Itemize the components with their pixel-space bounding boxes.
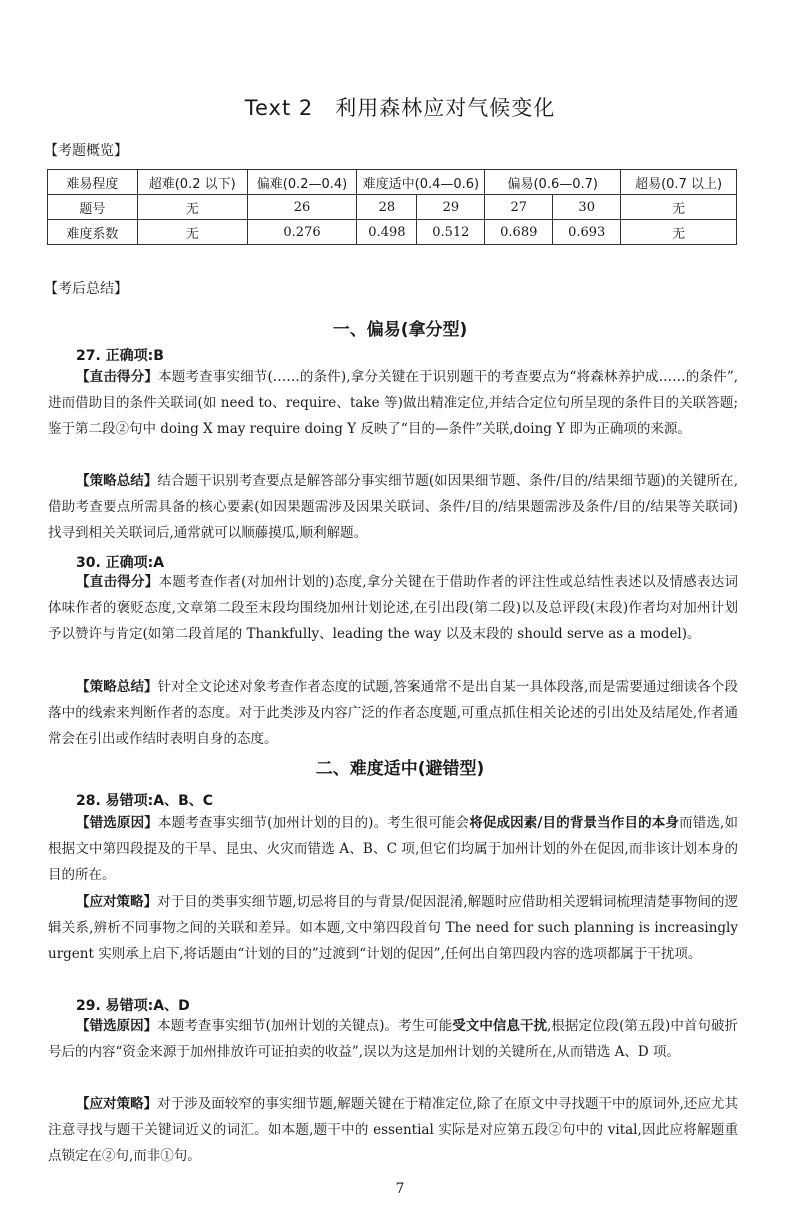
question-cell: 28 bbox=[357, 195, 417, 220]
analysis-paragraph bbox=[48, 569, 738, 647]
question-header: 30. 正确项:A bbox=[76, 555, 165, 571]
coefficient-cell: 0.693 bbox=[553, 220, 621, 245]
page-title: Text 2 利用森林应对气候变化 bbox=[244, 96, 556, 120]
level-cell: 偏难(0.2—0.4) bbox=[247, 170, 357, 195]
page-number: 7 bbox=[395, 1181, 405, 1197]
difficulty-table bbox=[47, 169, 737, 245]
paragraph-label: 【错选原因】 bbox=[76, 815, 158, 831]
emphasis-text: 受文中信息干扰 bbox=[452, 1018, 548, 1034]
analysis-paragraph bbox=[48, 674, 738, 752]
table-row bbox=[48, 220, 737, 245]
paragraph-text: 本题考查作者(对加州计划的)态度,拿分关键在于借助作者的评注性或总结性表述以及情感表达词体味作者的褒贬态度,文章第二段至末段均围绕加州计划论述,在引出段(第二段)以及总评段(末段)作者均对加州计划予以赞许与肯定(如第二段首尾的 Thankfully、leading the way 以及末段的 should serve as a model)。 bbox=[48, 574, 739, 642]
level-cell: 偏易(0.6—0.7) bbox=[485, 170, 621, 195]
coefficient-cell: 0.512 bbox=[417, 220, 485, 245]
question-header: 28. 易错项:A、B、C bbox=[76, 793, 214, 809]
overview-tag: 【考题概览】 bbox=[44, 143, 128, 159]
paragraph-label: 【策略总结】 bbox=[76, 473, 158, 489]
question-cell: 无 bbox=[621, 195, 737, 220]
paragraph-text: 本题考查事实细节(……的条件),拿分关键在于识别题干的考查要点为“将森林养护成……的条件”,进而借助目的条件关联词(如 need to、require、take 等)做出精准定位,并结合定位句所呈现的条件目的关联答题;鉴于第二段②句中 doing X may require doing Y 反映了“目的—条件”关联,doing Y 即为正确项的来源。 bbox=[48, 369, 739, 437]
paragraph-text: 本题考查事实细节(加州计划的关键点)。考生可能 bbox=[157, 1018, 453, 1034]
question-header: 29. 易错项:A、D bbox=[76, 998, 190, 1014]
analysis-paragraph bbox=[48, 1091, 738, 1169]
question-cell: 29 bbox=[417, 195, 485, 220]
paragraph-text: 结合题干识别考查要点是解答部分事实细节题(如因果细节题、条件/目的/结果细节题)的关键所在,借助考查要点所需具备的核心要素(如因果题需涉及因果关联词、条件/目的/结果题需涉及条件/目的/结果等关联词)找寻到相关关联词后,通常就可以顺藤摸瓜,顺利解题。 bbox=[48, 473, 738, 541]
analysis-paragraph bbox=[48, 810, 738, 888]
paragraph-label: 【错选原因】 bbox=[76, 1018, 158, 1034]
paragraph-text: 而错选,如根据文中第四段提及的干旱、昆虫、火灾而错选 A、B、C 项,但它们均属于加州计划的外在促因,而非该计划本身的目的所在。 bbox=[48, 815, 739, 883]
paragraph-label: 【直击得分】 bbox=[76, 574, 159, 590]
table-row-label: 题号 bbox=[48, 195, 138, 220]
paragraph-text: 本题考查事实细节(加州计划的目的)。考生很可能会 bbox=[157, 815, 470, 831]
question-cell: 26 bbox=[247, 195, 357, 220]
paragraph-text: 针对全文论述对象考查作者态度的试题,答案通常不是出自某一具体段落,而是需要通过细读各个段落中的线索来判断作者的态度。对于此类涉及内容广泛的作者态度题,可重点抓住相关论述的引出处及结尾处,作者通常会在引出或作结时表明自身的态度。 bbox=[48, 679, 738, 747]
emphasis-text: 将促成因素/目的背景当作目的本身 bbox=[469, 815, 680, 831]
paragraph-label: 【应对策略】 bbox=[76, 894, 158, 910]
level-cell: 难度适中(0.4—0.6) bbox=[357, 170, 485, 195]
summary-tag: 【考后总结】 bbox=[44, 281, 128, 297]
question-header: 27. 正确项:B bbox=[76, 348, 164, 364]
coefficient-cell: 无 bbox=[137, 220, 247, 245]
coefficient-cell: 0.689 bbox=[485, 220, 553, 245]
table-row-label: 难易程度 bbox=[48, 170, 138, 195]
coefficient-cell: 无 bbox=[621, 220, 737, 245]
section-heading: 一、偏易(拿分型) bbox=[332, 320, 468, 340]
analysis-paragraph bbox=[48, 1013, 738, 1065]
paragraph-label: 【直击得分】 bbox=[76, 369, 159, 385]
analysis-paragraph bbox=[48, 889, 738, 967]
paragraph-label: 【策略总结】 bbox=[76, 679, 158, 695]
paragraph-text: 对于涉及面较窄的事实细节题,解题关键在于精准定位,除了在原文中寻找题干中的原词外,还应尤其注意寻找与题干关键词近义的词汇。如本题,题干中的 essential 实际是对应第五段②句中的 vital,因此应将解题重点锁定在②句,而非①句。 bbox=[48, 1096, 739, 1164]
question-cell: 27 bbox=[485, 195, 553, 220]
analysis-paragraph bbox=[48, 364, 738, 442]
analysis-paragraph bbox=[48, 468, 738, 546]
paragraph-text: ,根据定位段(第五段)中首句破折号后的内容“资金来源于加州排放许可证拍卖的收益”,误以为这是加州计划的关键所在,从而错选 A、D 项。 bbox=[48, 1018, 738, 1060]
question-cell: 无 bbox=[137, 195, 247, 220]
coefficient-cell: 0.276 bbox=[247, 220, 357, 245]
table-row bbox=[48, 170, 737, 195]
table-row-label: 难度系数 bbox=[48, 220, 138, 245]
paragraph-label: 【应对策略】 bbox=[76, 1096, 158, 1112]
table-row bbox=[48, 195, 737, 220]
level-cell: 超难(0.2 以下) bbox=[137, 170, 247, 195]
level-cell: 超易(0.7 以上) bbox=[621, 170, 737, 195]
paragraph-text: 对于目的类事实细节题,切忌将目的与背景/促因混淆,解题时应借助相关逻辑词梳理清楚事物间的逻辑关系,辨析不同事物之间的关联和差异。如本题,文中第四段首句 The need for such planning is increasingly urgent 实则承上启下,将话题由“计划的目的”过渡到“计划的促因”,任何出自第四段内容的选项都属于干扰项。 bbox=[48, 894, 738, 962]
section-heading: 二、难度适中(避错型) bbox=[315, 759, 485, 779]
coefficient-cell: 0.498 bbox=[357, 220, 417, 245]
question-cell: 30 bbox=[553, 195, 621, 220]
